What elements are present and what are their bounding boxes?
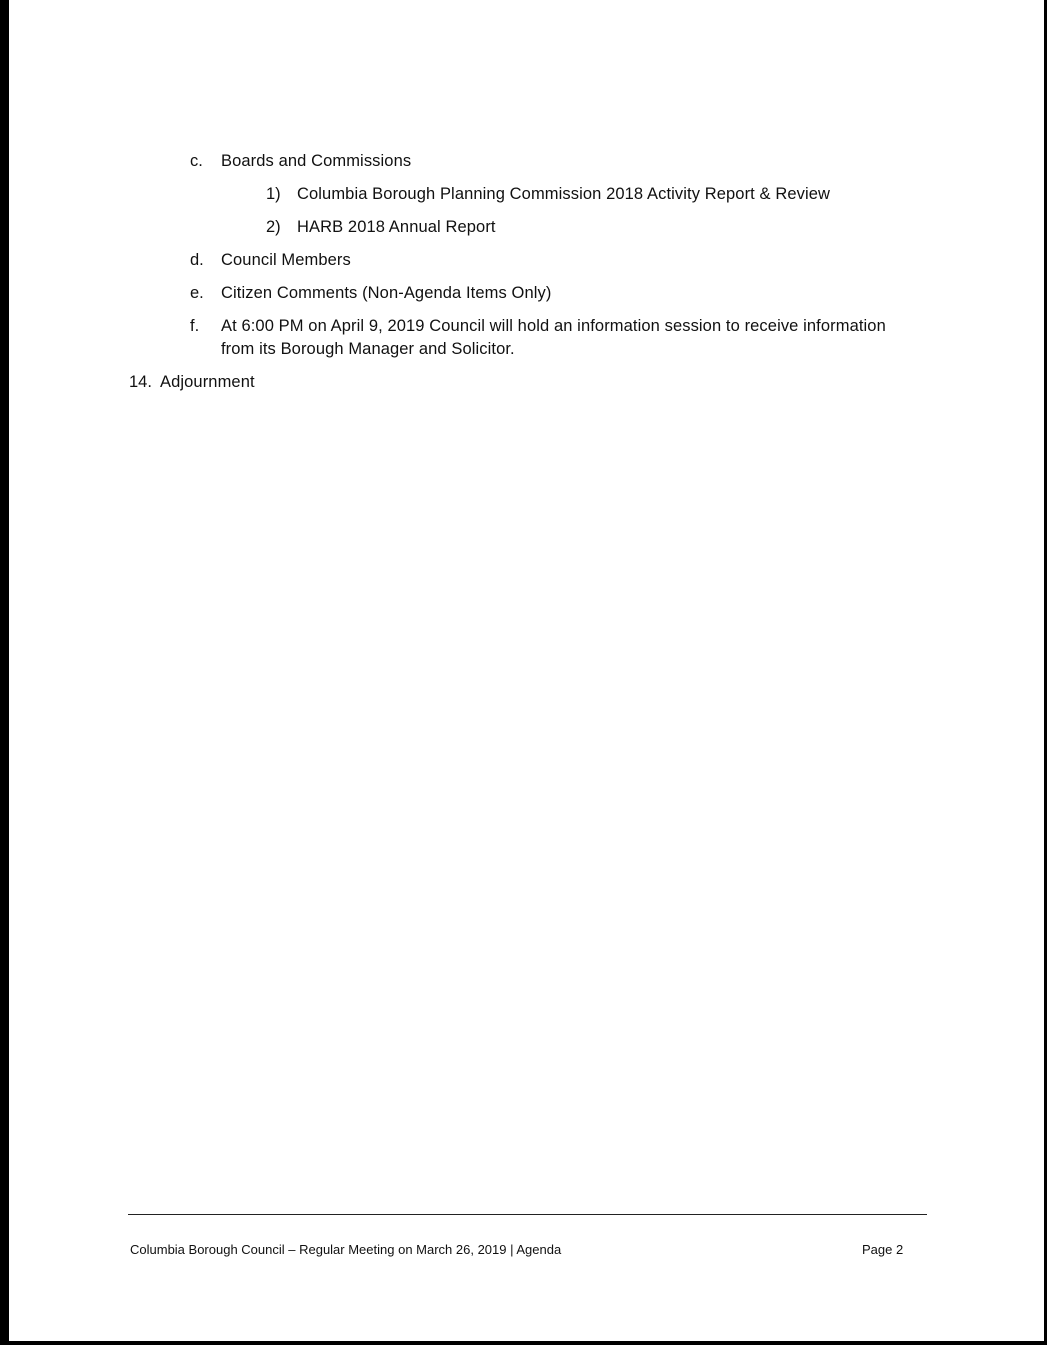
item-f-marker: f.: [190, 317, 200, 335]
item-d-marker: d.: [190, 251, 204, 269]
item-c-marker: c.: [190, 152, 203, 170]
item-e-marker: e.: [190, 284, 204, 302]
footer-title: Columbia Borough Council – Regular Meeting on March 26, 2019 | Agenda: [130, 1242, 562, 1257]
subitem-2-marker: 2): [266, 218, 281, 236]
footer-divider: [128, 1214, 927, 1215]
document-page: [9, 0, 1044, 1341]
item-14-marker: 14.: [129, 373, 152, 391]
item-f-text-line-2: from its Borough Manager and Solicitor.: [221, 340, 515, 358]
subitem-2-text: HARB 2018 Annual Report: [297, 218, 496, 236]
item-f-text-line-1: At 6:00 PM on April 9, 2019 Council will hold an information session to receive information: [221, 317, 886, 335]
item-e-text: Citizen Comments (Non-Agenda Items Only): [221, 284, 552, 302]
item-c-text: Boards and Commissions: [221, 152, 412, 170]
item-d-text: Council Members: [221, 251, 351, 269]
footer-page-number: Page 2: [862, 1242, 904, 1257]
subitem-1-text: Columbia Borough Planning Commission 2018 Activity Report & Review: [297, 185, 831, 203]
subitem-1-marker: 1): [266, 185, 281, 203]
item-14-text: Adjournment: [160, 373, 255, 391]
